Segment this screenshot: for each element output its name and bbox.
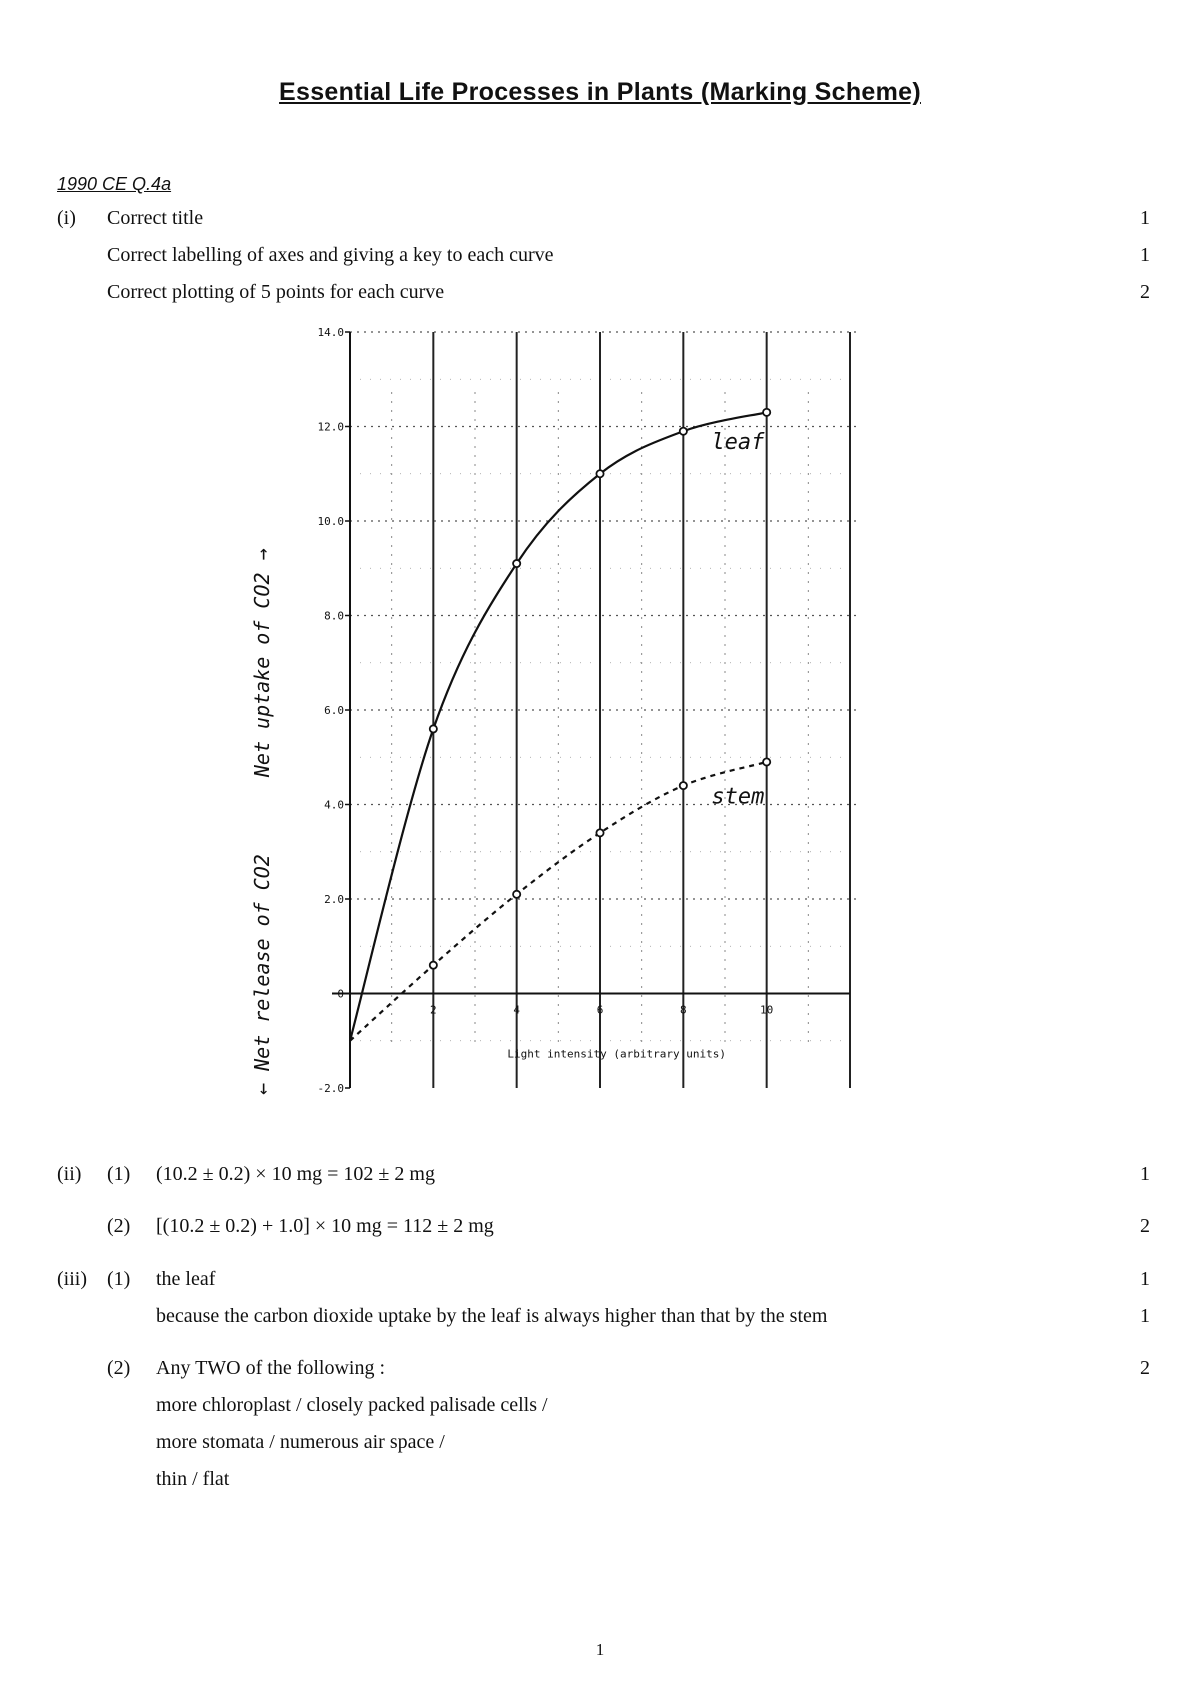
y-tick-label: 0 — [337, 987, 344, 1001]
leaf-series-label: leaf — [711, 430, 765, 456]
part-iii-item-2-line-4: thin / flat — [156, 1468, 230, 1490]
part-iii-item-1-line-1: the leaf — [156, 1268, 216, 1290]
part-ii-item-1-mark: 1 — [1140, 1163, 1150, 1185]
stem-data-point — [763, 758, 770, 765]
graph-axes — [332, 332, 850, 1088]
question-reference: 1990 CE Q.4a — [57, 174, 172, 194]
part-iii-item-2-num: (2) — [107, 1357, 131, 1379]
page-number: 1 — [595, 1640, 605, 1659]
part-ii-item-2-num: (2) — [107, 1215, 131, 1237]
part-iii-item-2-line-2: more chloroplast / closely packed palisade cells / — [156, 1394, 548, 1416]
x-tick-label: 8 — [680, 1003, 687, 1017]
part-iii-item-2-line-3: more stomata / numerous air space / — [156, 1431, 445, 1453]
stem-data-point — [430, 962, 437, 969]
part-iii-item-1-mark-1: 1 — [1140, 1268, 1150, 1290]
graph-grid — [350, 332, 860, 1088]
y-axis-label-release: ← Net release of CO2 — [250, 854, 274, 1096]
part-i-row-3-text: Correct plotting of 5 points for each curve — [107, 281, 445, 303]
x-tick-label: 6 — [596, 1003, 604, 1017]
x-axis-label: Light intensity (arbitrary units) — [507, 1047, 726, 1061]
leaf-data-point — [763, 409, 770, 416]
y-tick-label: 8.0 — [324, 609, 344, 623]
stem-curve — [350, 762, 767, 1041]
leaf-data-point — [596, 470, 603, 477]
part-i-row-2-mark: 1 — [1140, 244, 1150, 266]
y-axis-label-uptake: Net uptake of CO2 → — [250, 548, 274, 778]
part-iii-label: (iii) — [57, 1268, 87, 1290]
part-ii-item-1-text: (10.2 ± 0.2) × 10 mg = 102 ± 2 mg — [156, 1163, 435, 1185]
x-tick-label: 10 — [760, 1003, 774, 1017]
part-ii-item-2-mark: 2 — [1140, 1215, 1150, 1237]
part-iii-item-2-mark: 2 — [1140, 1357, 1150, 1379]
y-tick-label: -2.0 — [317, 1082, 344, 1095]
part-ii-label: (ii) — [57, 1163, 82, 1185]
y-tick-label: 14.0 — [317, 326, 344, 339]
x-tick-label: 4 — [513, 1003, 520, 1017]
part-i-row-1-text: Correct title — [107, 207, 204, 229]
part-i-row-3-mark: 2 — [1140, 281, 1150, 303]
stem-data-point — [596, 829, 603, 836]
part-iii-item-2-line-1: Any TWO of the following : — [156, 1357, 386, 1379]
x-tick-label: 2 — [430, 1003, 437, 1017]
part-i-row-2-text: Correct labelling of axes and giving a key to each curve — [107, 244, 554, 266]
co2-light-intensity-graph — [250, 320, 945, 1100]
stem-series-label: stem — [711, 784, 765, 810]
leaf-data-point — [430, 725, 437, 732]
leaf-data-point — [513, 560, 520, 567]
stem-data-point — [513, 891, 520, 898]
part-ii-item-1-num: (1) — [107, 1163, 131, 1185]
y-tick-label: 6.0 — [324, 704, 344, 717]
y-tick-label: 4.0 — [324, 798, 344, 812]
y-tick-label: 12.0 — [317, 420, 344, 434]
part-iii-item-1-mark-2: 1 — [1140, 1305, 1150, 1327]
leaf-data-point — [680, 428, 687, 435]
part-iii-item-1-line-2: because the carbon dioxide uptake by the leaf is always higher than that by the stem — [156, 1305, 828, 1327]
part-ii-item-2-text: [(10.2 ± 0.2) + 1.0] × 10 mg = 112 ± 2 mg — [156, 1215, 494, 1237]
part-iii-item-1-num: (1) — [107, 1268, 131, 1290]
part-i-label: (i) — [57, 207, 76, 229]
stem-data-point — [680, 782, 687, 789]
part-i-row-1-mark: 1 — [1140, 207, 1150, 229]
y-tick-label: 10.0 — [317, 515, 344, 528]
y-tick-label: 2.0 — [324, 893, 344, 906]
page-title: Essential Life Processes in Plants (Marking Scheme) — [279, 78, 921, 106]
